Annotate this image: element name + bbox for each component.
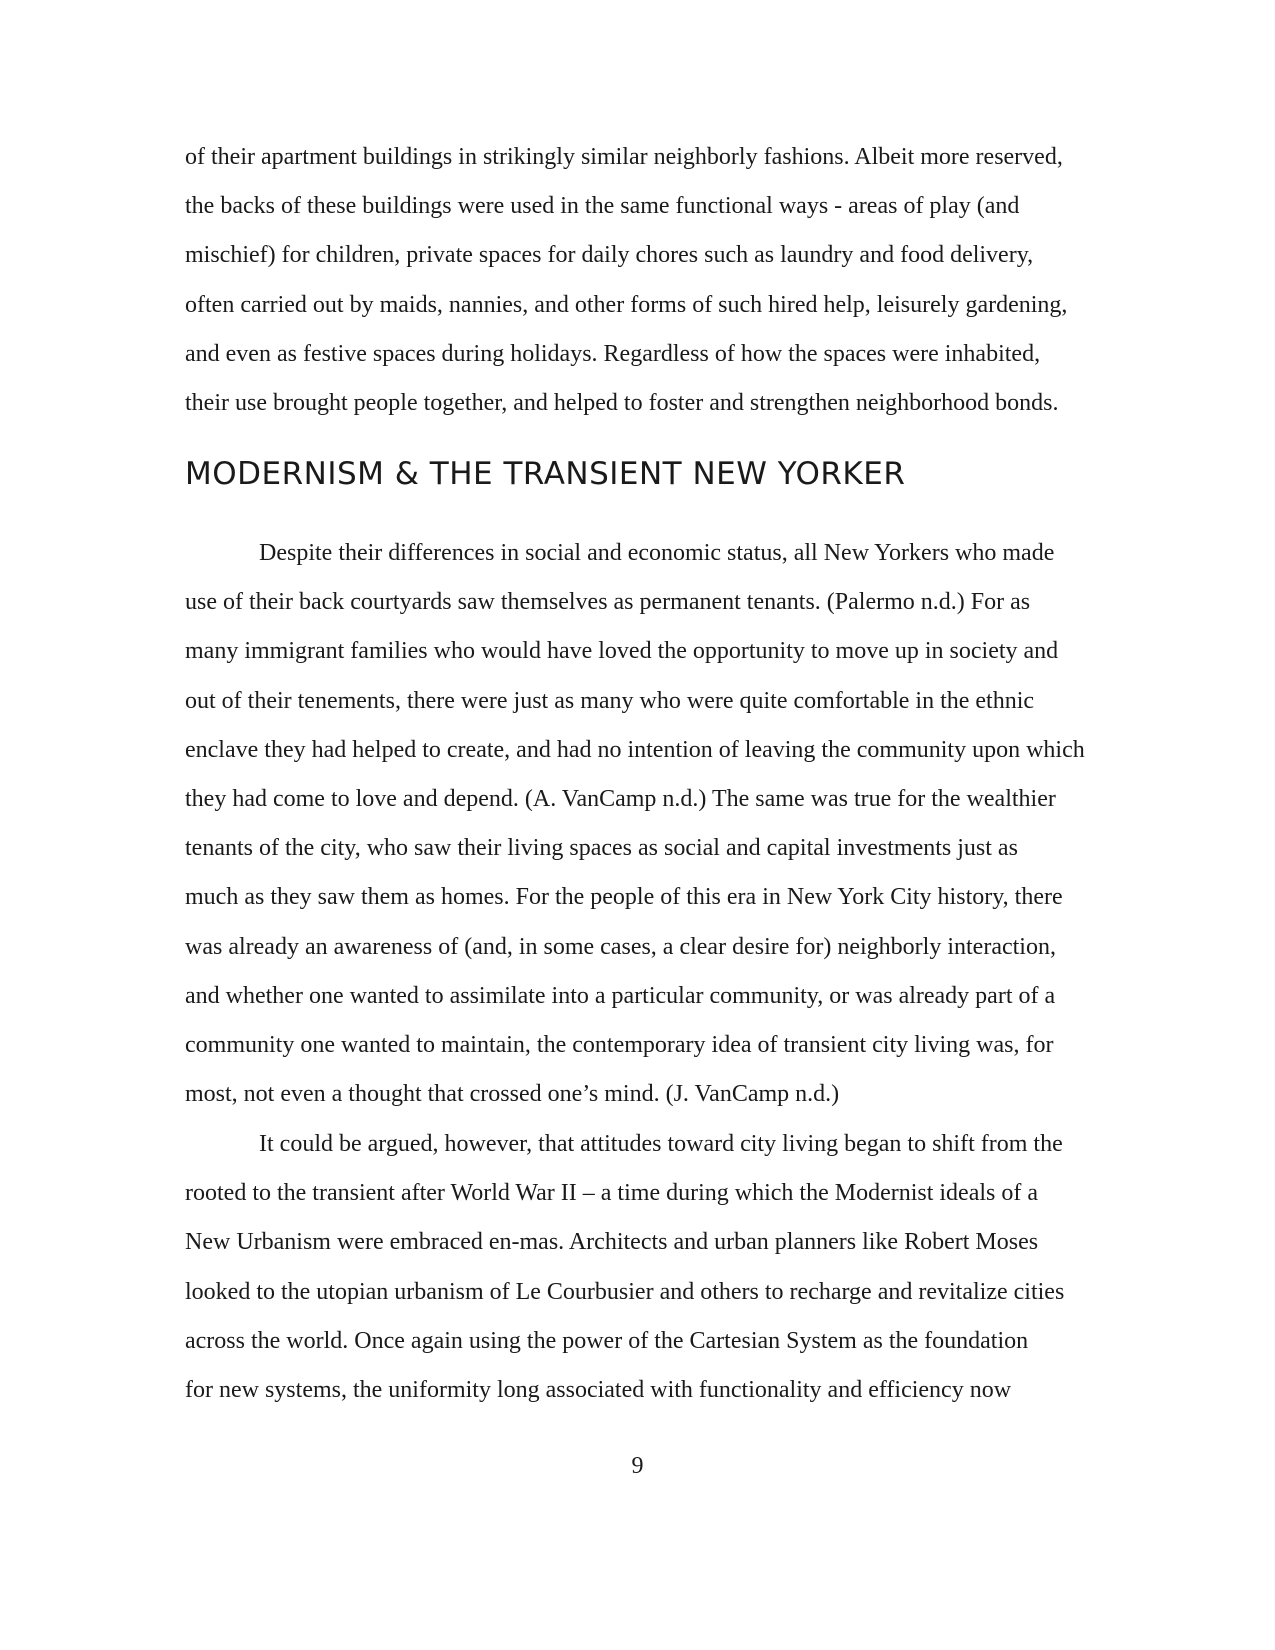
paragraph-line: and even as festive spaces during holidays. Regardless of how the spaces were inhabited,: [185, 340, 1041, 367]
paragraph-line: It could be argued, however, that attitudes toward city living began to shift from the: [259, 1131, 1063, 1157]
paragraph-line: Despite their differences in social and economic status, all New Yorkers who made: [259, 540, 1055, 566]
paragraph-line: they had come to love and depend. (A. VanCamp n.d.) The same was true for the wealthier: [185, 785, 1056, 812]
paragraph-1: [185, 133, 1115, 428]
paragraph-line: many immigrant families who would have loved the opportunity to move up in society and: [185, 638, 1059, 665]
paragraph-2: [185, 529, 1115, 1119]
page-number: 9: [631, 1453, 644, 1479]
paragraph-line: much as they saw them as homes. For the people of this era in New York City history, there: [185, 884, 1063, 911]
paragraph-line: New Urbanism were embraced en-mas. Architects and urban planners like Robert Moses: [185, 1229, 1039, 1256]
paragraph-line: mischief) for children, private spaces for daily chores such as laundry and food delivery,: [185, 242, 1034, 269]
paragraph-line: most, not even a thought that crossed one’s mind. (J. VanCamp n.d.): [185, 1081, 840, 1108]
paragraph-line: their use brought people together, and helped to foster and strengthen neighborhood bonds.: [185, 389, 1059, 416]
paragraph-line: and whether one wanted to assimilate into a particular community, or was already part of a: [185, 982, 1056, 1009]
paragraph-line: often carried out by maids, nannies, and other forms of such hired help, leisurely gardening,: [185, 291, 1068, 318]
paragraph-line: community one wanted to maintain, the contemporary idea of transient city living was, for: [185, 1031, 1054, 1058]
paragraph-line: of their apartment buildings in strikingly similar neighborly fashions. Albeit more reserved,: [185, 144, 1063, 170]
paragraph-line: was already an awareness of (and, in some cases, a clear desire for) neighborly interaction,: [185, 933, 1056, 960]
paragraph-3: [185, 1120, 1115, 1415]
paragraph-line: rooted to the transient after World War II – a time during which the Modernist ideals of a: [185, 1180, 1039, 1207]
paragraph-line: across the world. Once again using the power of the Cartesian System as the foundation: [185, 1327, 1029, 1354]
paragraph-line: enclave they had helped to create, and had no intention of leaving the community upon which: [185, 736, 1085, 763]
paragraph-line: the backs of these buildings were used in the same functional ways - areas of play (and: [185, 193, 1020, 220]
paragraph-line: for new systems, the uniformity long associated with functionality and efficiency now: [185, 1376, 1012, 1403]
paragraph-line: tenants of the city, who saw their living spaces as social and capital investments just as: [185, 835, 1018, 862]
section-heading: MODERNISM & THE TRANSIENT NEW YORKER: [185, 456, 906, 492]
paragraph-line: looked to the utopian urbanism of Le Courbusier and others to recharge and revitalize cities: [185, 1278, 1065, 1305]
paragraph-line: use of their back courtyards saw themselves as permanent tenants. (Palermo n.d.) For as: [185, 589, 1031, 616]
paragraph-line: out of their tenements, there were just as many who were quite comfortable in the ethnic: [185, 687, 1035, 714]
